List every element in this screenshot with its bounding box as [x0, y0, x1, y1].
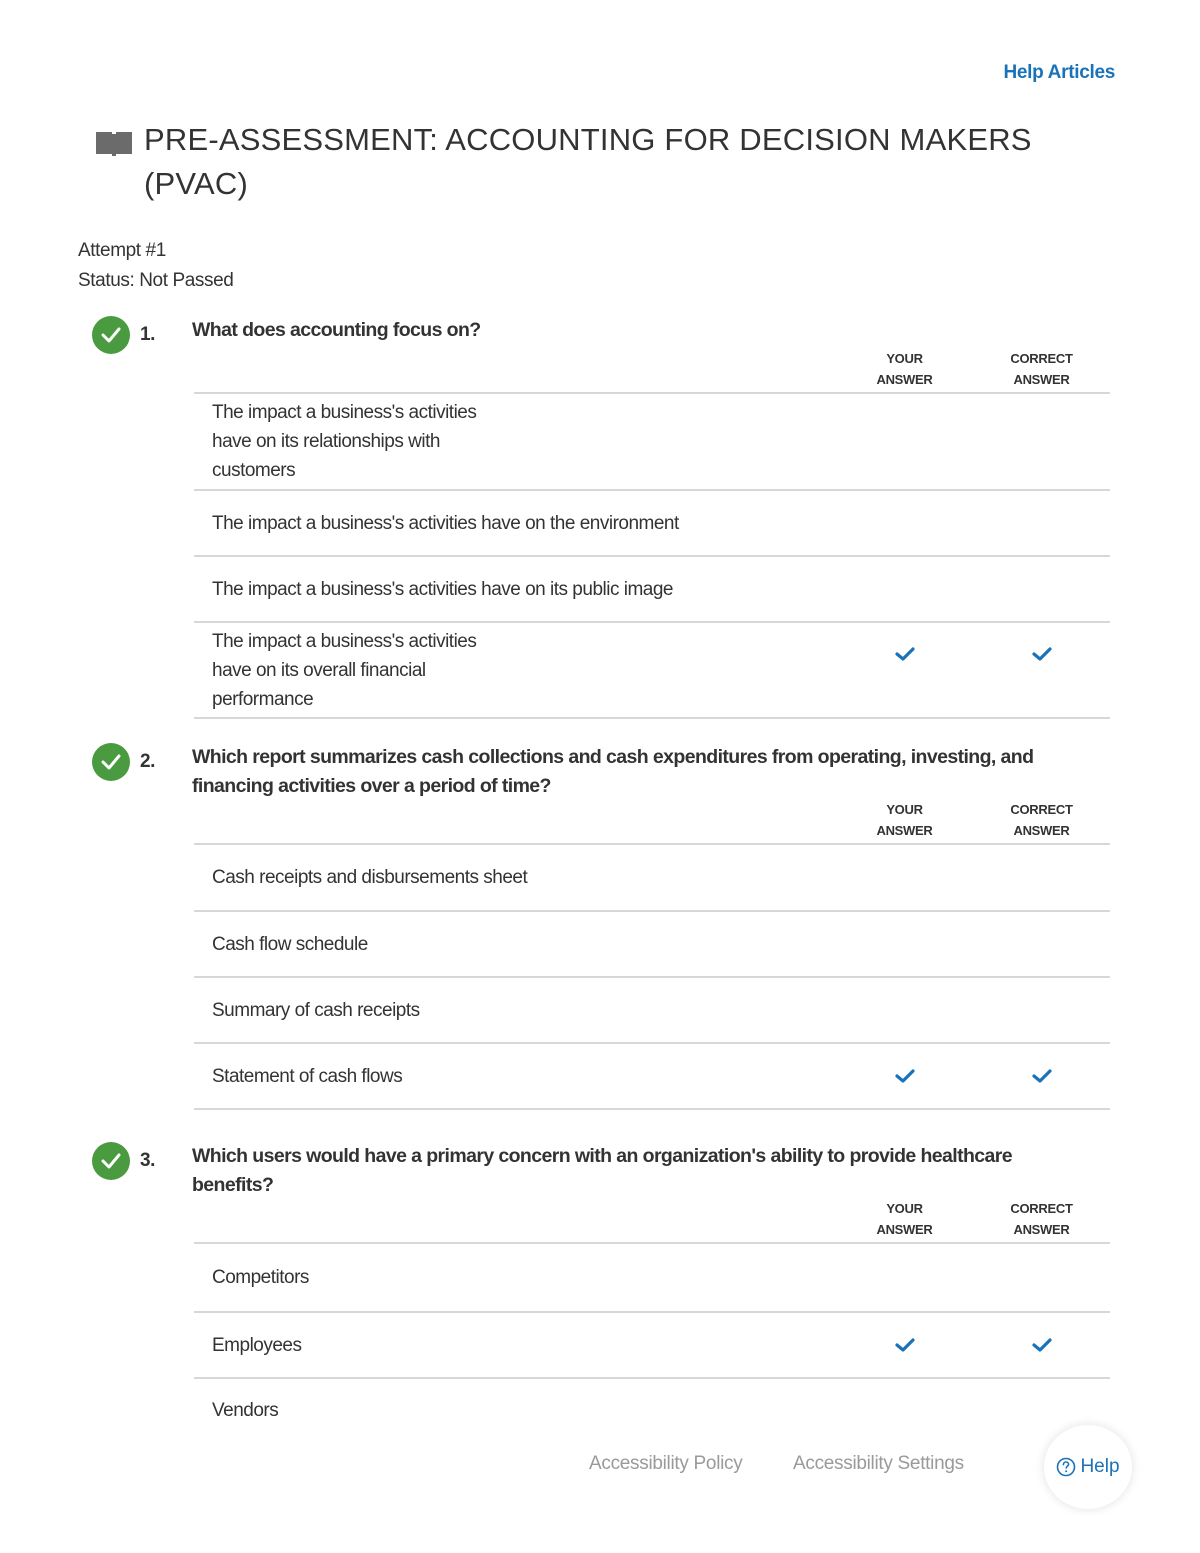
- question-circle-icon: [1056, 1457, 1076, 1477]
- answer-option: [194, 557, 1110, 623]
- correct-answer-check-icon: [1031, 1067, 1053, 1085]
- answer-option: [194, 1379, 1110, 1441]
- option-text: The impact a business's activities have on the environment: [212, 512, 679, 534]
- help-articles-link[interactable]: Help Articles: [1003, 62, 1115, 83]
- answer-option: [194, 491, 1110, 557]
- correct-answer-check-icon: [1031, 1336, 1053, 1354]
- your-answer-header: YOUR ANSWER: [876, 1201, 933, 1237]
- option-text: The impact a business's activities have on its public image: [212, 578, 673, 600]
- correct-answer-header: CORRECT ANSWER: [1010, 351, 1073, 387]
- question-text: What does accounting focus on?: [192, 319, 481, 341]
- option-text: Summary of cash receipts: [212, 999, 420, 1021]
- answer-table: [194, 348, 1110, 719]
- page-header: [96, 118, 1096, 206]
- option-text: Cash receipts and disbursements sheet: [212, 867, 528, 888]
- your-answer-header: YOUR ANSWER: [876, 802, 933, 838]
- answer-option: [194, 394, 1110, 491]
- question-number: 2.: [140, 751, 155, 772]
- answer-option: [194, 1313, 1110, 1379]
- your-answer-header: YOUR ANSWER: [876, 351, 933, 387]
- question-number: 3.: [140, 1150, 155, 1171]
- page-title: PRE-ASSESSMENT: ACCOUNTING FOR DECISION MAKERS (PVAC): [144, 122, 1032, 201]
- question-2: [92, 743, 1112, 1110]
- attempt-info: [78, 236, 233, 296]
- accessibility-policy-link[interactable]: Accessibility Policy: [589, 1453, 743, 1474]
- option-text: The impact a business's activities have on its relationships with customers: [212, 402, 477, 481]
- answer-table: [194, 799, 1110, 1110]
- attempt-status: Status: Not Passed: [78, 270, 234, 291]
- option-text: Employees: [212, 1334, 302, 1356]
- answer-option: [194, 1244, 1110, 1313]
- help-button[interactable]: [1044, 1425, 1132, 1509]
- question-3: [92, 1142, 1112, 1441]
- accessibility-settings-link[interactable]: Accessibility Settings: [793, 1453, 964, 1474]
- question-text: Which report summarizes cash collections and cash expenditures from operating, investing, and financing activities over a period of time?: [192, 746, 1034, 797]
- your-answer-check-icon: [894, 1336, 916, 1354]
- answer-option: [194, 623, 1110, 719]
- your-answer-check-icon: [894, 645, 916, 663]
- correct-check-icon: [92, 316, 130, 354]
- correct-answer-header: CORRECT ANSWER: [1010, 1201, 1073, 1237]
- option-text: Statement of cash flows: [212, 1065, 403, 1087]
- correct-check-icon: [92, 743, 130, 781]
- question-text: Which users would have a primary concern with an organization's ability to provide healthcare benefits?: [192, 1145, 1013, 1196]
- column-headers: [194, 348, 1110, 394]
- answer-option: [194, 1044, 1110, 1110]
- option-text: Competitors: [212, 1267, 309, 1288]
- column-headers: [194, 1198, 1110, 1244]
- option-text: The impact a business's activities have on its overall financial performance: [212, 630, 477, 710]
- correct-answer-check-icon: [1031, 645, 1053, 663]
- question-1: [92, 316, 1112, 719]
- your-answer-check-icon: [894, 1067, 916, 1085]
- answer-table: [194, 1198, 1110, 1441]
- correct-answer-header: CORRECT ANSWER: [1010, 802, 1073, 838]
- correct-check-icon: [92, 1142, 130, 1180]
- answer-option: [194, 845, 1110, 912]
- option-text: Vendors: [212, 1399, 279, 1421]
- answer-option: [194, 978, 1110, 1044]
- question-number: 1.: [140, 324, 155, 345]
- column-headers: [194, 799, 1110, 845]
- book-icon: [96, 130, 132, 156]
- attempt-number: Attempt #1: [78, 240, 166, 261]
- option-text: Cash flow schedule: [212, 933, 368, 955]
- help-label: Help: [1080, 1456, 1120, 1477]
- answer-option: [194, 912, 1110, 978]
